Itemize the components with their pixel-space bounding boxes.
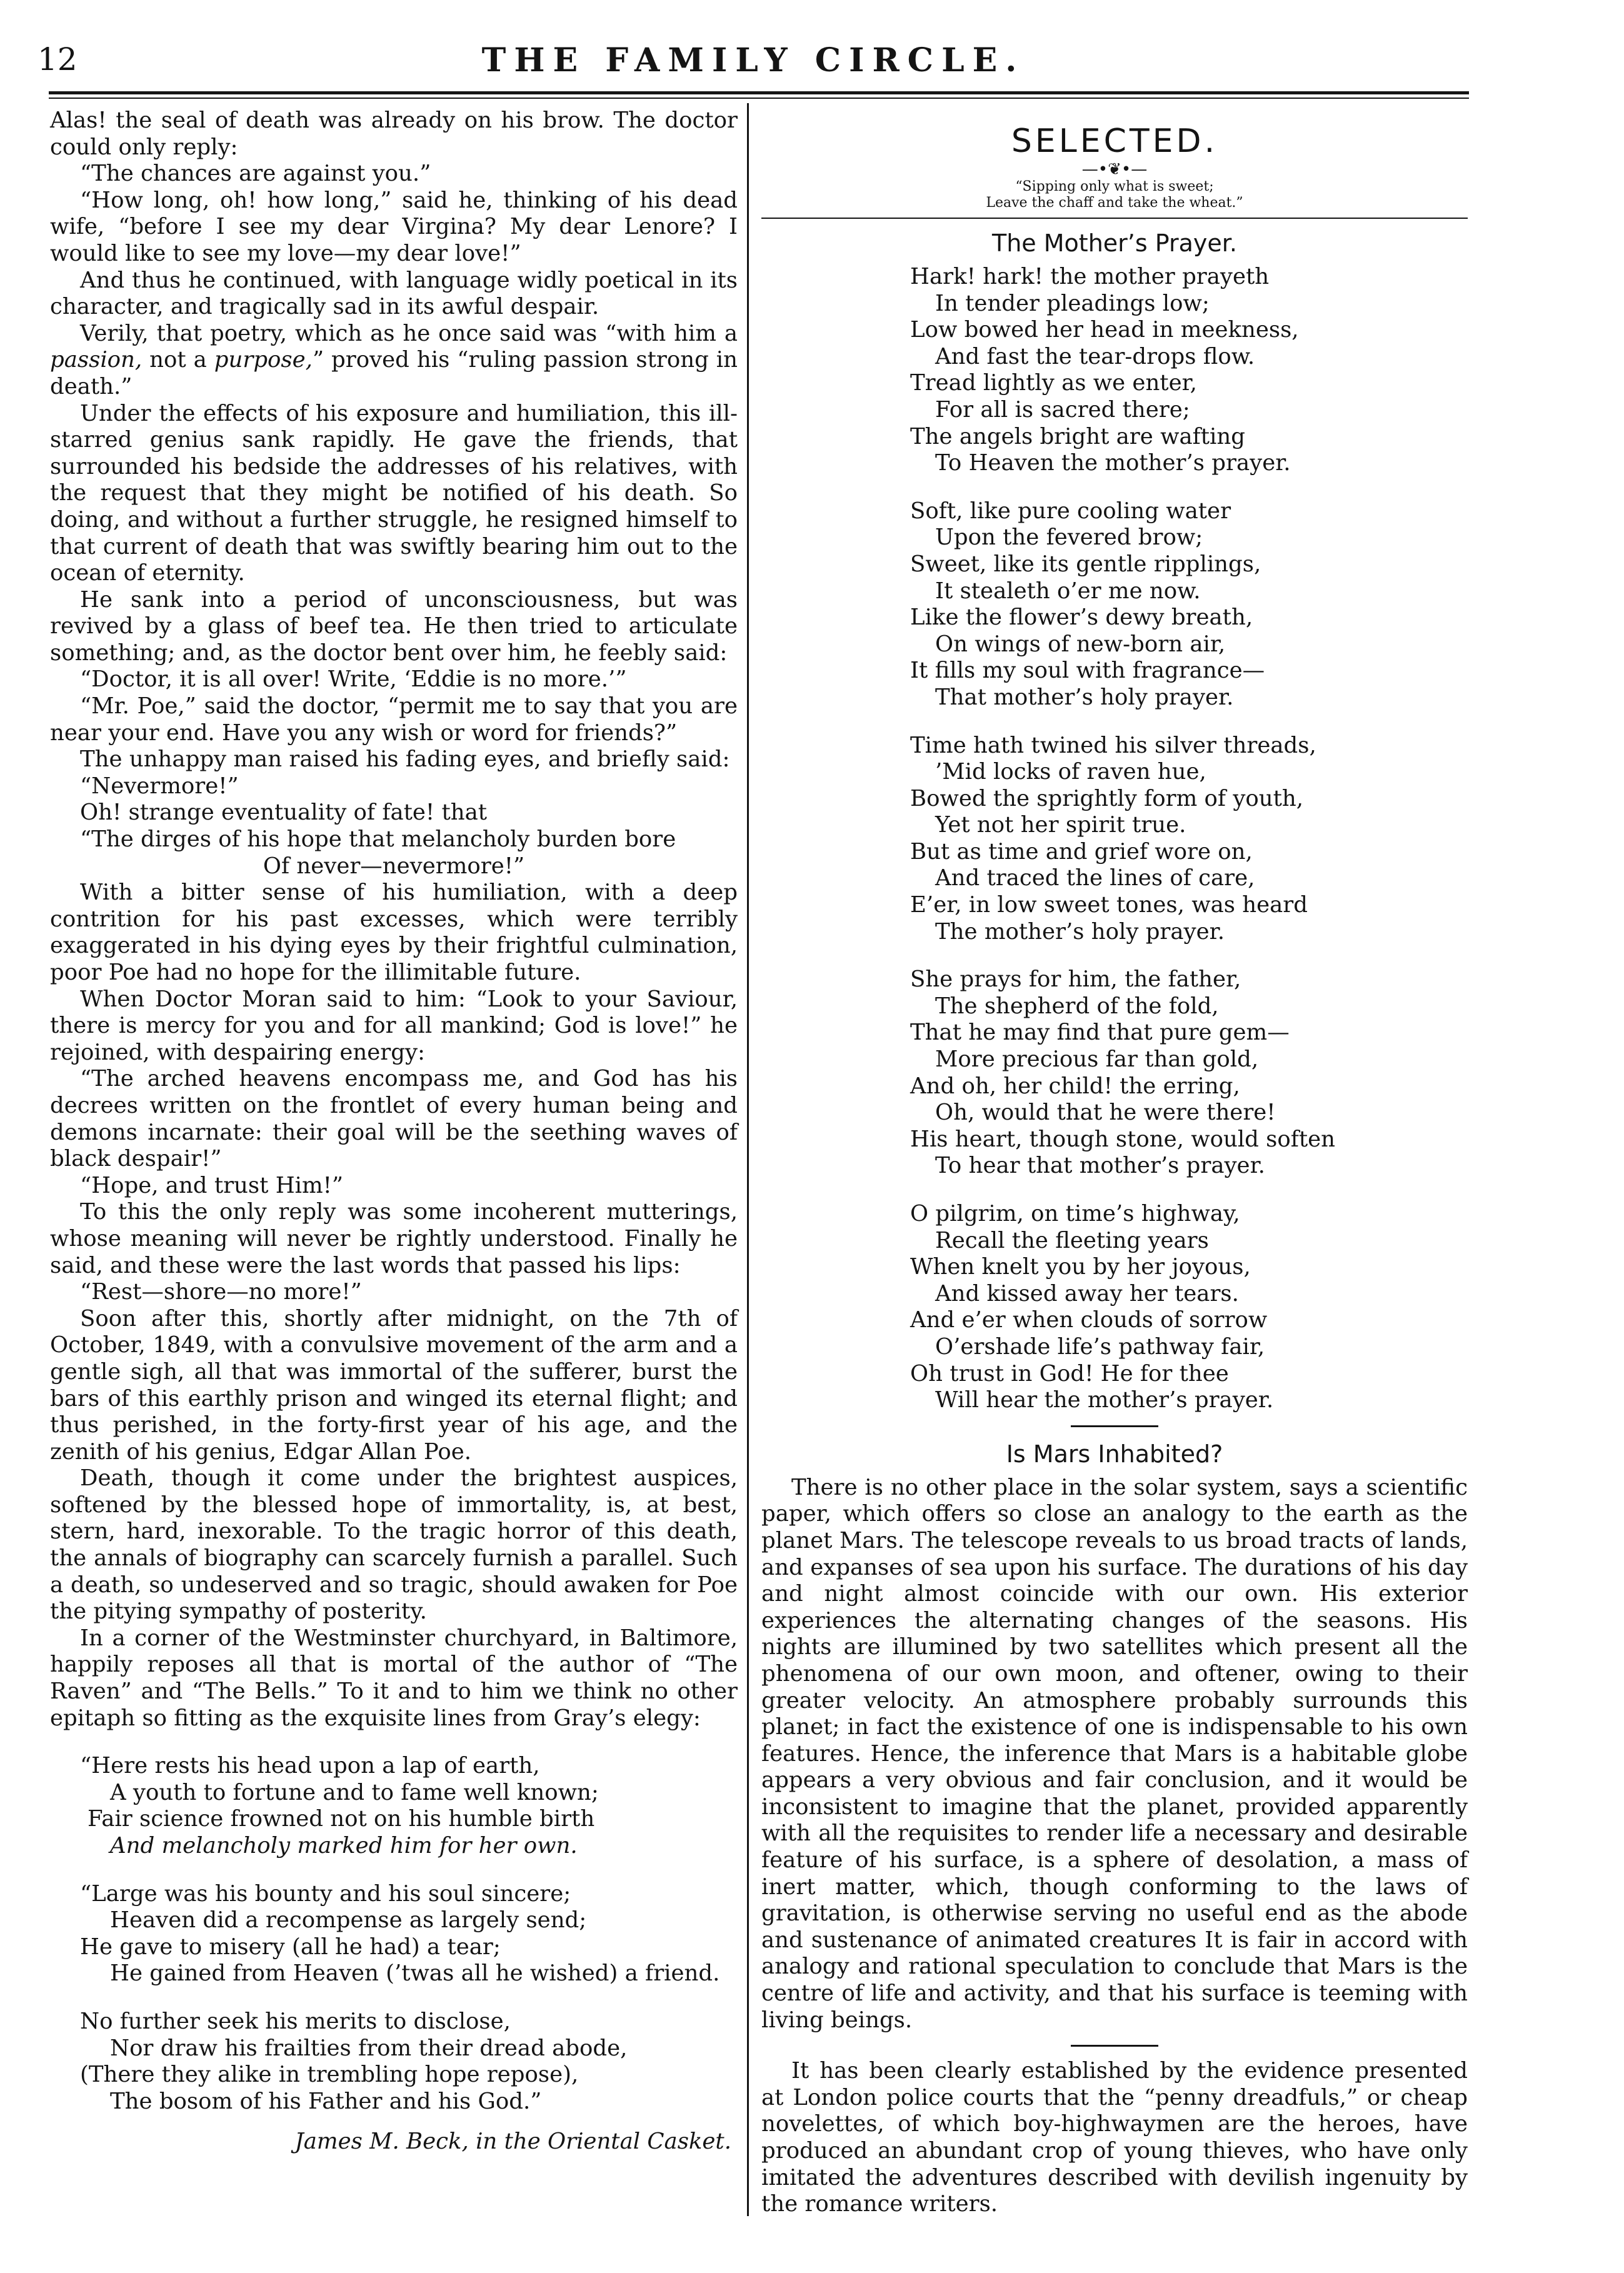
- paragraph: “How long, oh! how long,” said he, thinking of his dead wife, “before I see my dear Virgina? My dear Lenore? I would like to see my love—my dear love!”: [50, 187, 738, 266]
- verse-line: But as time and grief wore on,: [910, 838, 1253, 865]
- page-number: 12: [38, 41, 78, 78]
- verse-line: Yet not her spirit true.: [935, 812, 1186, 838]
- paragraph: “Nevermore!”: [80, 773, 239, 799]
- verse-line: And traced the lines of care,: [935, 865, 1255, 891]
- verse-line: Tread lightly as we enter,: [910, 370, 1197, 396]
- verse-line: The shepherd of the fold,: [935, 993, 1219, 1019]
- verse-line: Oh trust in God! He for thee: [910, 1360, 1229, 1387]
- verse-line: On wings of new-born air,: [935, 631, 1226, 657]
- header-rule-thin: [49, 98, 1469, 99]
- paragraph: And thus he continued, with language widly poetical in its character, and tragically sad in its awful despair.: [50, 267, 738, 320]
- verse-line: It fills my soul with fragrance—: [910, 658, 1265, 684]
- verse-line: O’ershade life’s pathway fair,: [935, 1333, 1265, 1360]
- paragraph: Under the effects of his exposure and humiliation, this ill-starred genius sank rapidly. He gave the friends, that surrounded his bedside the addresses of his relatives, with the request that they might be notified of his death. So doing, and without a further struggle, he resigned himself to that current of death that was swiftly bearing him out to the ocean of eternity.: [50, 400, 738, 586]
- verse-line: More precious far than gold,: [935, 1046, 1259, 1073]
- poem-stanza: [880, 966, 1468, 1180]
- paragraph: With a bitter sense of his humiliation, with a deep contrition for his past excesses, which were terribly exaggerated in his dying eyes by their frightful culmination, poor Poe had no hope for the illimitable future.: [50, 880, 738, 985]
- article-paragraph: It has been clearly established by the evidence presented at London police courts that the “penny dreadfuls,” or cheap novelettes, of which boy-highwaymen are the heroes, have produced an abundant crop of young thieves, who have only imitated the adventures described with devilish ingenuity by the romance writers.: [761, 2058, 1468, 2217]
- verse-line: And melancholy marked him for her own.: [110, 1833, 578, 1859]
- verse-line: To Heaven the mother’s prayer.: [935, 450, 1291, 476]
- verse-line: Will hear the mother’s prayer.: [935, 1387, 1274, 1413]
- poem-stanza: [880, 264, 1468, 477]
- paragraph: “Hope, and trust Him!”: [80, 1172, 344, 1198]
- verse-line: And fast the tear-drops flow.: [935, 343, 1255, 369]
- verse-line: That he may find that pure gem—: [910, 1020, 1290, 1046]
- paragraph: In a corner of the Westminster churchyard, in Baltimore, happily reposes all that is mortal of the author of “The Raven” and “The Bells.” To it and to him we think no other epitaph so fitting as the exquisite lines from Gray’s elegy:: [50, 1625, 738, 1731]
- paragraph: “Mr. Poe,” said the doctor, “permit me to say that you are near your end. Have you any wish or word for friends?”: [50, 693, 738, 746]
- verse-line: “Large was his bounty and his soul sincere;: [80, 1880, 571, 1907]
- verse-line: The angels bright are wafting: [910, 423, 1245, 449]
- poem-stanza: [880, 733, 1468, 946]
- verse-line: Hark! hark! the mother prayeth: [910, 264, 1270, 289]
- verse-line: It stealeth o’er me now.: [935, 578, 1201, 604]
- verse-line: That mother’s holy prayer.: [935, 684, 1234, 710]
- ornament-divider: —•❦•—: [1081, 160, 1148, 179]
- page-header: [38, 36, 1469, 86]
- paragraph-verily: [50, 321, 738, 401]
- verse-line: ’Mid locks of raven hue,: [935, 759, 1206, 785]
- verse-line: No further seek his merits to disclose,: [80, 2008, 511, 2034]
- article-paragraph: There is no other place in the solar system, says a scientific paper, which offers so close an analogy to the earth as the planet Mars. The telescope reveals to us broad tracts of lands, and expanses of sea upon his surface. The durations of his day and night almost coincide with our own. His exterior experiences the alternating changes of the seasons. His nights are illumined by two satellites which present all the phenomena of our own moon, and oftener, owing to their greater velocity. An atmosphere probably surrounds this planet; in fact the existence of one is indispensable to his own features. Hence, the inference that Mars is a habitable globe appears a very obvious and fair conclusion, and it would be inconsistent to imagine that the planet, provided apparently with all the requisites to render life a necessary and desirable feature of his surface, is a sphere of desolation, a mass of inert matter, which, though conforming to the laws of gravitation, is otherwise serving no useful end as the abode and sustenance of animated creatures It is fair in accord with analogy and rational speculation to conclude that Mars is the centre of life and activity, and that his surface is teeming with living beings.: [761, 1474, 1468, 2033]
- verse-line: Time hath twined his silver threads,: [910, 732, 1316, 758]
- verse-line: O pilgrim, on time’s highway,: [910, 1201, 1240, 1227]
- paragraph: He sank into a period of unconsciousness, but was revived by a glass of beef tea. He then tried to articulate something; and, as the doctor bent over him, he feebly said:: [50, 586, 738, 666]
- verse-line: Like the flower’s dewy breath,: [910, 605, 1253, 631]
- nevermore-line: Of never—nevermore!”: [263, 853, 525, 879]
- paragraph: “The chances are against you.”: [80, 161, 431, 187]
- poem-stanza: [880, 498, 1468, 711]
- verse-line: To hear that mother’s prayer.: [935, 1153, 1265, 1179]
- paragraph: “The dirges of his hope that melancholy burden bore: [80, 826, 676, 853]
- verse-line: Heaven did a recompense as largely send;: [110, 1907, 587, 1934]
- motto-line: Leave the chaff and take the wheat.”: [986, 195, 1243, 211]
- verse-line: Oh, would that he were there!: [935, 1100, 1276, 1126]
- right-column: [761, 108, 1468, 2218]
- column-divider: [747, 103, 749, 2216]
- text-run: not a: [142, 347, 214, 373]
- verse-line: Soft, like pure cooling water: [910, 498, 1231, 524]
- verse-line: And e’er when clouds of sorrow: [910, 1307, 1268, 1333]
- left-column: [50, 108, 738, 2155]
- verse-line: He gave to misery (all he had) a tear;: [80, 1934, 501, 1960]
- article-separator: [1071, 1425, 1158, 1427]
- paragraph: The unhappy man raised his fading eyes, and briefly said:: [80, 746, 730, 773]
- verse-line: Low bowed her head in meekness,: [910, 317, 1299, 343]
- verse-line: E’er, in low sweet tones, was heard: [910, 892, 1308, 918]
- text-run: ” proved his “ruling passion strong in death.”: [50, 347, 738, 399]
- verse-line: When knelt you by her joyous,: [910, 1254, 1251, 1280]
- verse-line: Nor draw his frailties from their dread abode,: [110, 2035, 628, 2061]
- article-separator: [1071, 2045, 1158, 2047]
- verse-line: His heart, though stone, would soften: [910, 1126, 1336, 1152]
- verse-line: And oh, her child! the erring,: [910, 1073, 1240, 1099]
- article-signature: James M. Beck, in the Oriental Casket.: [294, 2129, 731, 2155]
- italic-run: passion,: [50, 347, 143, 373]
- poem-stanza: [880, 1201, 1468, 1414]
- verse-line: He gained from Heaven (’twas all he wished) a friend.: [110, 1960, 720, 1987]
- header-rule-thick: [49, 91, 1469, 94]
- paragraph: When Doctor Moran said to him: “Look to your Saviour, there is mercy for you and for all mankind; God is love!” he rejoined, with despairing energy:: [50, 986, 738, 1065]
- verse-line: Upon the fevered brow;: [935, 524, 1203, 551]
- section-heading: SELECTED.: [1011, 123, 1218, 160]
- article-title: Is Mars Inhabited?: [1006, 1440, 1223, 1468]
- paragraph: Death, though it come under the brightest auspices, softened by the blessed hope of immortality, is, at best, stern, hard, inexorable. To the tragic horror of this death, the annals of biography can scarcely furnish a parallel. Such a death, so undeserved and so tragic, should awaken for Poe the pitying sympathy of posterity.: [50, 1465, 738, 1625]
- publication-title: THE FAMILY CIRCLE.: [481, 41, 1025, 79]
- paragraph: “Rest—shore—no more!”: [80, 1279, 362, 1305]
- verse-line: The mother’s holy prayer.: [935, 918, 1225, 945]
- poem-body: [761, 264, 1468, 1414]
- verse-line: Sweet, like its gentle ripplings,: [910, 551, 1261, 577]
- epitaph-stanza: [50, 1881, 738, 1987]
- verse-line: Recall the fleeting years: [935, 1227, 1209, 1253]
- verse-line: In tender pleadings low;: [935, 290, 1210, 316]
- verse-line: The bosom of his Father and his God.”: [110, 2088, 542, 2114]
- epitaph-stanza: [50, 1753, 738, 1859]
- verse-line: “Here rests his head upon a lap of earth,: [80, 1753, 540, 1779]
- verse-line: For all is sacred there;: [935, 396, 1190, 423]
- verse-line: And kissed away her tears.: [935, 1280, 1239, 1307]
- motto-line: “Sipping only what is sweet;: [1015, 179, 1214, 194]
- verse-line: Bowed the sprightly form of youth,: [910, 785, 1304, 811]
- text-run: Verily, that poetry, which as he once said was “with him a: [80, 320, 738, 346]
- paragraph: “The arched heavens encompass me, and God has his decrees written on the frontlet of every human being and demons incarnate: their goal will be the seething waves of black despair!”: [50, 1066, 738, 1172]
- verse-line: She prays for him, the father,: [910, 966, 1241, 993]
- poem-title: The Mother’s Prayer.: [992, 229, 1237, 257]
- verse-line: Fair science frowned not on his humble birth: [88, 1806, 595, 1832]
- paragraph: Alas! the seal of death was already on his brow. The doctor could only reply:: [50, 108, 738, 160]
- epitaph-stanza: [50, 2009, 738, 2115]
- italic-run: purpose,: [214, 347, 313, 373]
- section-rule: [761, 218, 1468, 219]
- paragraph: Oh! strange eventuality of fate! that: [80, 800, 488, 826]
- verse-line: (There they alike in trembling hope repose),: [80, 2062, 579, 2088]
- verse-line: A youth to fortune and to fame well known;: [110, 1779, 599, 1805]
- paragraph: Soon after this, shortly after midnight, on the 7th of October, 1849, with a convulsive movement of the arm and a gentle sigh, all that was immortal of the sufferer, burst the bars of this earthly prison and winged its eternal flight; and thus perished, in the forty-first year of his age, and the zenith of his genius, Edgar Allan Poe.: [50, 1305, 738, 1465]
- paragraph: “Doctor, it is all over! Write, ‘Eddie is no more.’”: [80, 666, 627, 693]
- paragraph: To this the only reply was some incoherent mutterings, whose meaning will never be rightly understood. Finally he said, and these were the last words that passed his lips:: [50, 1199, 738, 1278]
